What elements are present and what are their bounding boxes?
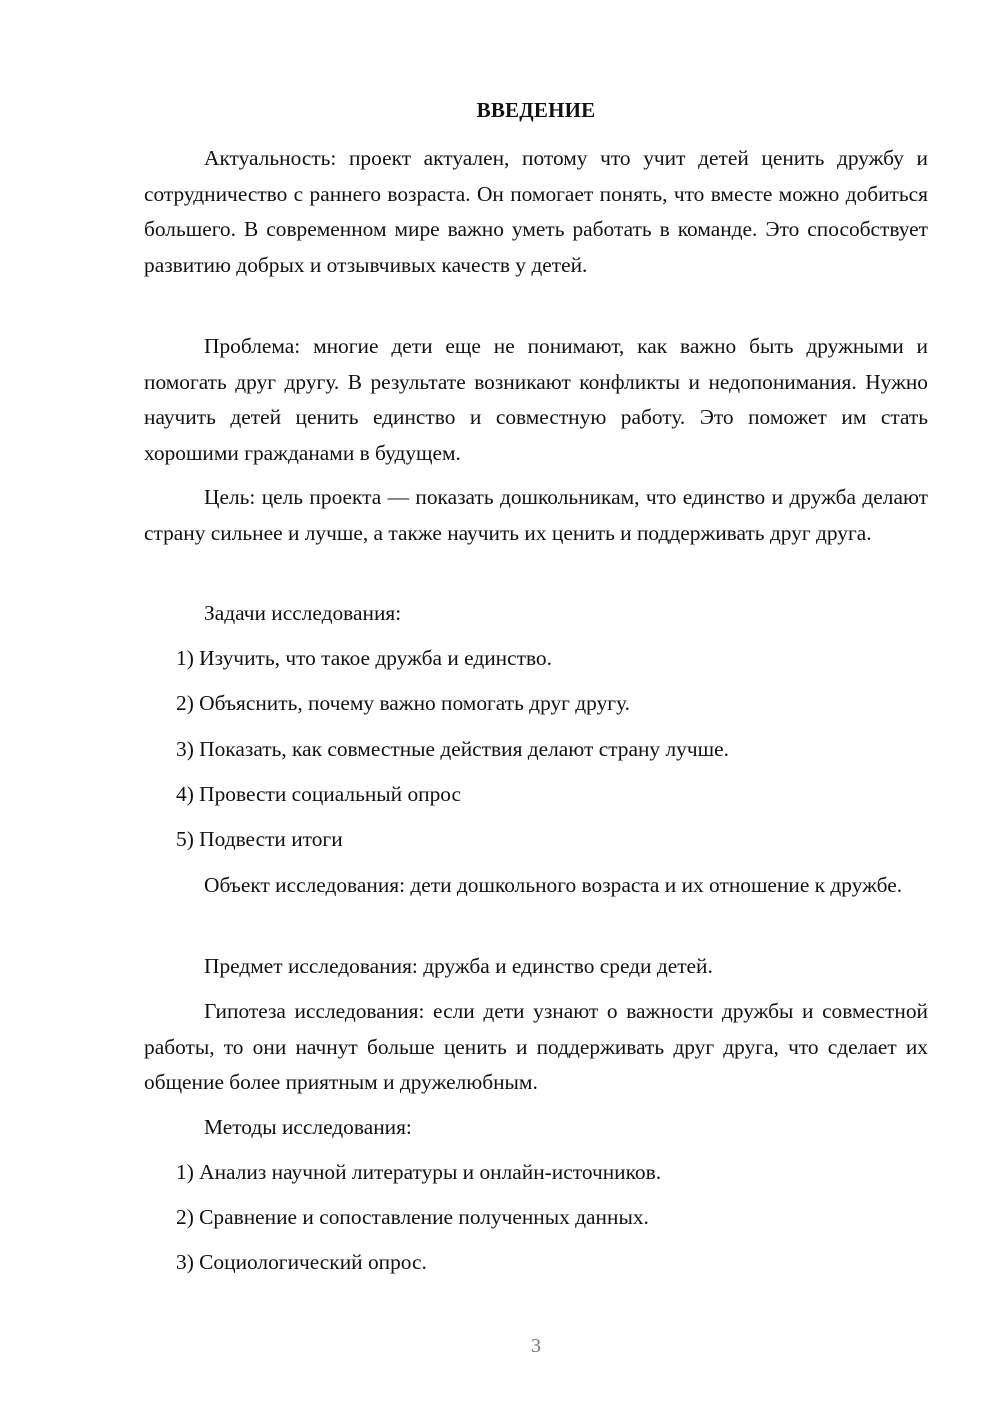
tasks-heading: Задачи исследования: (204, 601, 402, 625)
object-paragraph: Объект исследования: дети дошкольного возраста и их отношение к дружбе. (204, 873, 903, 897)
page-number: 3 (531, 1335, 541, 1357)
task-item-5: 5) Подвести итоги (176, 827, 343, 851)
problem-paragraph: Проблема: многие дети еще не понимают, как важно быть дружными и помогать друг другу. В результате возникают конфликты и недопонимания. Нужно научить детей ценить единство и совместную работу. Это поможет им стать хорошими гражданами в будущем. (144, 334, 928, 465)
section-title: ВВЕДЕНИЕ (476, 98, 596, 122)
method-item-2: 2) Сравнение и сопоставление полученных данных. (176, 1205, 649, 1229)
subject-paragraph: Предмет исследования: дружба и единство среди детей. (204, 954, 713, 978)
task-item-2: 2) Объяснить, почему важно помогать друг другу. (176, 691, 630, 715)
method-item-3: 3) Социологический опрос. (176, 1250, 427, 1274)
methods-heading: Методы исследования: (204, 1115, 412, 1139)
goal-paragraph: Цель: цель проекта — показать дошкольникам, что единство и дружба делают страну сильнее и лучше, а также научить их ценить и поддерживать друг друга. (144, 485, 928, 545)
method-item-1: 1) Анализ научной литературы и онлайн-источников. (176, 1160, 662, 1184)
task-item-1: 1) Изучить, что такое дружба и единство. (176, 646, 552, 670)
task-item-3: 3) Показать, как совместные действия делают страну лучше. (176, 737, 729, 761)
task-item-4: 4) Провести социальный опрос (176, 782, 462, 806)
hypothesis-paragraph: Гипотеза исследования: если дети узнают о важности дружбы и совместной работы, то они начнут больше ценить и поддерживать друг друга, что сделает их общение более приятным и дружелюбным. (144, 999, 928, 1095)
relevance-paragraph: Актуальность: проект актуален, потому что учит детей ценить дружбу и сотрудничество с раннего возраста. Он помогает понять, что вместе можно добиться большего. В современном мире важно уметь работать в команде. Это способствует развитию добрых и отзывчивых качеств у детей. (144, 146, 928, 277)
